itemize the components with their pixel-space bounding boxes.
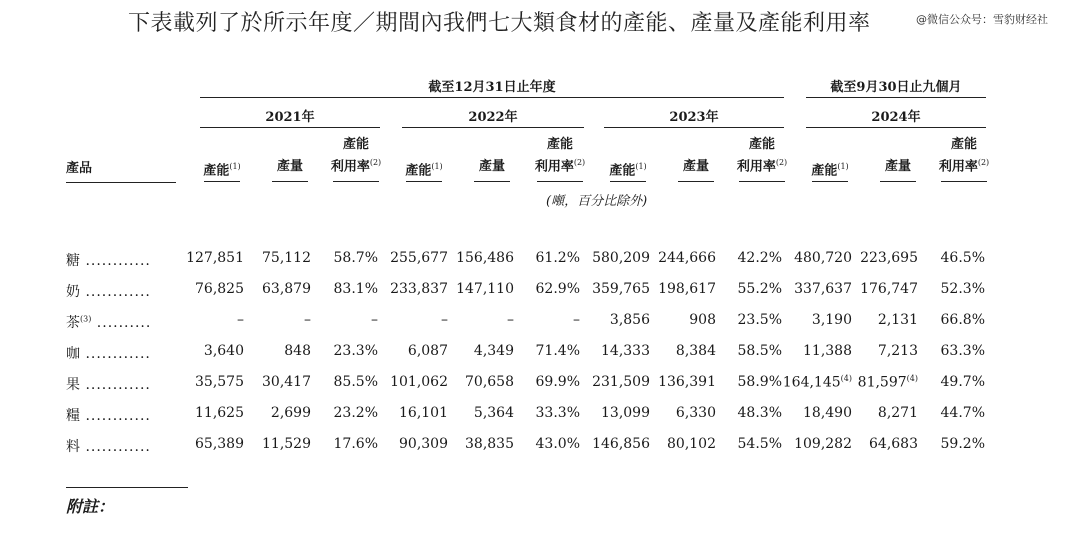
table-cell: – <box>441 312 448 328</box>
group-rule-year-end <box>200 97 784 98</box>
row-label: 糧 ............ <box>66 408 151 424</box>
col-header-util-line2: 利用率$^{(2)}$ <box>330 158 382 175</box>
col-header-util-2024 <box>924 136 1004 176</box>
table-cell: 81,597$^{(4)}$ <box>857 374 918 391</box>
col-header-capacity-2022: 產能$^{(1)}$ <box>405 162 443 179</box>
table-cell: 58.9% <box>737 374 782 390</box>
table-cell: 3,640 <box>203 343 244 359</box>
table-cell: 42.2% <box>737 250 782 266</box>
table-cell: 54.5% <box>737 436 782 452</box>
table-cell: 85.5% <box>333 374 378 390</box>
table-cell: 11,388 <box>803 343 852 359</box>
table-cell: 231,509 <box>592 374 650 390</box>
table-cell: 70,658 <box>465 374 514 390</box>
table-cell: 76,825 <box>195 281 244 297</box>
table-cell: 146,856 <box>592 436 650 452</box>
table-cell: 90,309 <box>399 436 448 452</box>
table-cell: 7,213 <box>877 343 918 359</box>
col-rule-util <box>333 181 379 182</box>
row-label: 料 ............ <box>66 439 151 455</box>
table-cell: 71.4% <box>535 343 580 359</box>
table-cell: 83.1% <box>333 281 378 297</box>
table-cell: 176,747 <box>860 281 918 297</box>
table-cell: 30,417 <box>262 374 311 390</box>
table-cell: 63.3% <box>940 343 985 359</box>
table-cell: 164,145$^{(4)}$ <box>782 374 852 391</box>
table-cell: 49.7% <box>940 374 985 390</box>
table-cell: 61.2% <box>535 250 580 266</box>
table-cell: 52.3% <box>940 281 985 297</box>
table-cell: 13,099 <box>601 405 650 421</box>
unit-note: (噸，百分比除外) <box>546 194 648 209</box>
table-cell: 23.5% <box>737 312 782 328</box>
row-label: 糖 ............ <box>66 253 151 269</box>
table-cell: 58.5% <box>737 343 782 359</box>
col-header-util-line1: 產能 <box>748 137 775 152</box>
table-cell: 580,209 <box>592 250 650 266</box>
table-cell: 64,683 <box>869 436 918 452</box>
col-rule-util <box>739 181 785 182</box>
table-cell: 6,087 <box>407 343 448 359</box>
year-rule-2022 <box>402 127 584 128</box>
col-header-output-2024: 產量 <box>884 159 911 174</box>
col-header-util-line1: 產能 <box>342 137 369 152</box>
notes-divider <box>66 487 188 488</box>
table-cell: 48.3% <box>737 405 782 421</box>
table-cell: 3,190 <box>811 312 852 328</box>
row-label: 茶$^{(3)}$ .......... <box>66 314 152 331</box>
col-header-util-line1: 產能 <box>950 137 977 152</box>
table-cell: 198,617 <box>658 281 716 297</box>
table-cell: 66.8% <box>940 312 985 328</box>
year-header-2023: 2023年 <box>669 110 719 125</box>
table-cell: 223,695 <box>860 250 918 266</box>
table-cell: 147,110 <box>456 281 514 297</box>
table-cell: 75,112 <box>262 250 311 266</box>
table-cell: 3,856 <box>609 312 650 328</box>
table-cell: 44.7% <box>940 405 985 421</box>
table-cell: – <box>573 312 580 328</box>
table-cell: 23.2% <box>333 405 378 421</box>
table-cell: 848 <box>284 343 311 359</box>
table-cell: – <box>371 312 378 328</box>
table-cell: 2,131 <box>877 312 918 328</box>
table-cell: 136,391 <box>658 374 716 390</box>
col-rule-capacity <box>204 181 240 182</box>
table-cell: 4,349 <box>473 343 514 359</box>
col-rule-output <box>474 181 510 182</box>
table-cell: 35,575 <box>195 374 244 390</box>
table-cell: 2,699 <box>270 405 311 421</box>
table-cell: 16,101 <box>399 405 448 421</box>
table-cell: 59.2% <box>940 436 985 452</box>
col-header-capacity-2023: 產能$^{(1)}$ <box>609 162 647 179</box>
col-header-util-line2: 利用率$^{(2)}$ <box>938 158 990 175</box>
col-header-output-2021: 產量 <box>276 159 303 174</box>
group-header-year-end: 截至12月31日止年度 <box>428 80 556 95</box>
table-cell: 480,720 <box>794 250 852 266</box>
table-cell: 17.6% <box>333 436 378 452</box>
col-rule-capacity <box>610 181 646 182</box>
table-cell: 69.9% <box>535 374 580 390</box>
table-cell: 11,625 <box>195 405 244 421</box>
table-cell: 337,637 <box>794 281 852 297</box>
table-cell: 8,384 <box>675 343 716 359</box>
table-cell: 63,879 <box>262 281 311 297</box>
col-rule-product <box>66 182 176 183</box>
col-header-product: 產品 <box>66 161 93 176</box>
table-cell: 38,835 <box>465 436 514 452</box>
table-cell: 156,486 <box>456 250 514 266</box>
row-label: 奶 ............ <box>66 284 151 300</box>
row-label: 咖 ............ <box>66 346 151 362</box>
table-cell: 5,364 <box>473 405 514 421</box>
year-rule-2021 <box>200 127 380 128</box>
col-header-output-2022: 產量 <box>478 159 505 174</box>
group-header-nine-months: 截至9月30日止九個月 <box>830 80 962 95</box>
table-cell: 908 <box>689 312 716 328</box>
watermark: @微信公众号：雪豹财经社 <box>916 13 1048 26</box>
col-rule-output <box>880 181 916 182</box>
row-label: 果 ............ <box>66 377 151 393</box>
table-cell: 65,389 <box>195 436 244 452</box>
col-rule-util <box>537 181 583 182</box>
year-rule-2023 <box>604 127 784 128</box>
table-cell: 80,102 <box>667 436 716 452</box>
col-rule-output <box>272 181 308 182</box>
col-rule-util <box>941 181 987 182</box>
col-header-util-line2: 利用率$^{(2)}$ <box>534 158 586 175</box>
table-cell: 8,271 <box>877 405 918 421</box>
col-rule-capacity <box>812 181 848 182</box>
table-cell: 46.5% <box>940 250 985 266</box>
col-rule-capacity <box>406 181 442 182</box>
col-header-capacity-2021: 產能$^{(1)}$ <box>203 162 241 179</box>
year-header-2022: 2022年 <box>468 110 518 125</box>
table-cell: 359,765 <box>592 281 650 297</box>
table-cell: – <box>237 312 244 328</box>
notes-label: 附註： <box>66 497 115 516</box>
table-cell: – <box>507 312 514 328</box>
group-rule-nine-months <box>806 97 986 98</box>
year-header-2021: 2021年 <box>265 110 315 125</box>
table-cell: 14,333 <box>601 343 650 359</box>
table-cell: 255,677 <box>390 250 448 266</box>
table-cell: 62.9% <box>535 281 580 297</box>
table-cell: 127,851 <box>186 250 244 266</box>
table-cell: 58.7% <box>333 250 378 266</box>
year-rule-2024 <box>806 127 986 128</box>
table-cell: 6,330 <box>675 405 716 421</box>
table-cell: 244,666 <box>658 250 716 266</box>
table-cell: 55.2% <box>737 281 782 297</box>
table-cell: 43.0% <box>535 436 580 452</box>
col-header-util-line2: 利用率$^{(2)}$ <box>736 158 788 175</box>
table-cell: 101,062 <box>390 374 448 390</box>
table-cell: 11,529 <box>262 436 311 452</box>
col-header-output-2023: 產量 <box>682 159 709 174</box>
table-cell: 33.3% <box>535 405 580 421</box>
table-cell: 18,490 <box>803 405 852 421</box>
col-header-capacity-2024: 產能$^{(1)}$ <box>811 162 849 179</box>
table-cell: 233,837 <box>390 281 448 297</box>
page-title: 下表載列了於所示年度／期間內我們七大類食材的產能、產量及產能利用率 <box>128 11 871 36</box>
year-header-2024: 2024年 <box>871 110 921 125</box>
table-cell: 23.3% <box>333 343 378 359</box>
table-cell: 109,282 <box>794 436 852 452</box>
col-header-util-line1: 產能 <box>546 137 573 152</box>
col-rule-output <box>678 181 714 182</box>
table-cell: – <box>304 312 311 328</box>
